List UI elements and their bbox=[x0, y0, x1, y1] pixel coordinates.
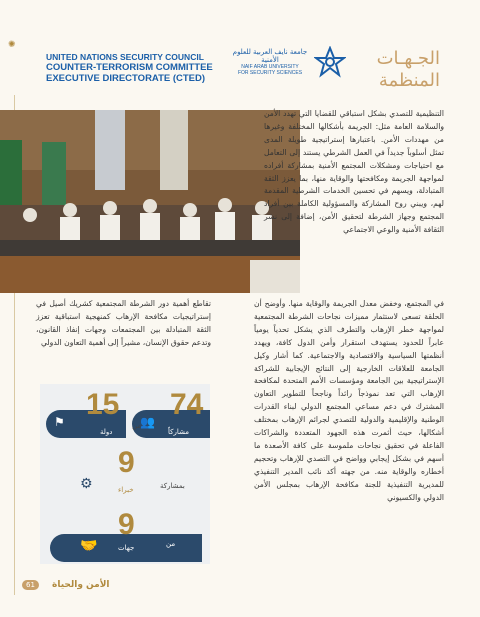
article-text-continuation: في المجتمع، وخفض معدل الجريمة والوقاية منها. وأوضح أن الحلقة تسعى لاستثمار مميزات نجاحات الشرطة المجتمعية لمواجهة خطر الإرهاب والتطرف الذي يشكل تحدياً يومياً عابراً للحدود يستهدف استقرار وأمن الدول كافة، ويهدد أنظمتها السياسية والاقتصادية والاجتماعية. كما أشار وكيل الجامعة للعلاقات الخارجية إلى النتائج الإيجابية للشراكة الإستراتيجية بين الجامعة ومؤسسات الأمم المتحدة لمكافحة الإرهاب التي تعد نموذجاً رائداً وناجحاً للتطوير التعاون المشترك في دعم مساعي المجتمع الدولي لبناء القدرات الوطنية والإقليمية والدولية للتصدي لجرائم الإرهاب بمختلف أشكالها، حيث أثمرت هذه الجهود المتعددة والشراكات الفاعلة في تحقيق نجاحات ملموسة على كافة الأصعدة ما أسهم في بشكل إيجابي وواضح في التصدي للإرهاب وتحجيم أخطاره والوقاية منه. من جهته أكد نائب المدير التنفيذي للمديرية التنفيذية للجنة مكافحة الإرهاب بمجلس الأمن الدولي والكسيوني bbox=[254, 299, 444, 502]
experts-icon: ⚙ bbox=[80, 476, 93, 492]
un-line-2: COUNTER-TERRORISM COMMITTEE bbox=[46, 62, 213, 73]
conference-photo bbox=[0, 110, 300, 293]
stat-entities-value: 9 bbox=[118, 508, 135, 541]
section-title bbox=[377, 48, 440, 92]
stat-experts-label: خبراء bbox=[118, 486, 134, 494]
un-line-3: EXECUTIVE DIRECTORATE (CTED) bbox=[46, 73, 206, 84]
stat-countries-prefix: من bbox=[132, 422, 142, 430]
stat-entities-prefix: من bbox=[166, 540, 176, 548]
naif-logo-text bbox=[224, 48, 316, 88]
stat-experts-prefix: بمشاركة bbox=[160, 482, 185, 490]
flag-icon: ⚑ bbox=[54, 415, 65, 429]
article-text-left-column: تقاطع أهمية دور الشرطة المجتمعية كشريك أصيل في إستراتيجيات مكافحة الإرهاب كمنهجية استباقية تعزز الثقة المتبادلة بين المجتمعات وجهات إنفاذ القانون، وتدعم حقوق الإنسان، مشيراً إلى أهمية التعاون الدولي bbox=[36, 299, 211, 347]
un-cted-logo-text bbox=[46, 52, 221, 84]
stat-countries-label: دولة bbox=[100, 428, 113, 436]
stat-entities-label: جهات bbox=[118, 544, 135, 552]
naif-star-logo-icon bbox=[314, 46, 346, 78]
un-line-1: UNITED NATIONS SECURITY COUNCIL bbox=[46, 52, 204, 62]
page-header bbox=[0, 40, 480, 98]
naif-arabic-name: جامعة نايف العربية للعلوم الأمنية bbox=[232, 48, 308, 64]
stat-participants-value: 74 bbox=[170, 388, 204, 421]
sun-ornament-icon: ✺ bbox=[8, 40, 16, 50]
page-number: 61 bbox=[22, 580, 39, 590]
section-title-line-2: المنظمة bbox=[378, 70, 440, 91]
stats-infographic bbox=[40, 384, 210, 564]
stat-experts-value: 9 bbox=[118, 446, 135, 479]
article-text-right-column: التنظيمية للتصدي بشكل استباقي للقضايا التي تهدد الأمن والسلامة العامة مثل: الجريمة بأشكالها المختلفة وغيرها من مهددات الأمن. باعتبارها إستراتيجية طويلة المدى تمثل أسلوباً جديداً في العمل الشرطي يستند إلى التعامل مع احتياجات ومشكلات المجتمع الأمنية بمشاركة أفراده لمواجهة الجريمة ومكافحتها والوقاية منها، بما يعزز الثقة المتبادلة، ويسهم في تحسين الخدمات الشرطية المقدمة لهم، ويبني روح المشاركة والمسؤولية الكاملة بين أفراد المجتمع وجهاز الشرطة لتحقيق الأمن، إضافة إلى نشر الثقافة الأمنية والوعي الاجتماعي bbox=[264, 109, 444, 235]
section-title-line-1: الجـهـات bbox=[376, 48, 440, 69]
naif-english-name-2: FOR SECURITY SCIENCES bbox=[237, 70, 303, 76]
stat-participants-label: مشاركاً bbox=[168, 428, 189, 436]
people-icon: 👥 bbox=[140, 415, 155, 429]
magazine-title: الأمن والحياة bbox=[52, 580, 110, 590]
naif-english-name-1: NAIF ARAB UNIVERSITY bbox=[241, 64, 299, 70]
handshake-icon: 🤝 bbox=[80, 538, 98, 554]
stat-countries-value: 15 bbox=[86, 388, 120, 421]
